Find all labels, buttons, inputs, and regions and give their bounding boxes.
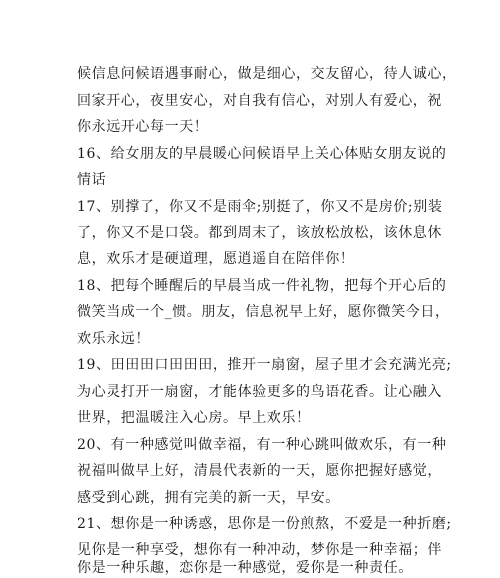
text-line: 为心灵打开一扇窗，才能体验更多的鸟语花香。让心融入 — [77, 384, 442, 400]
text-line: 17、别撑了，你又不是雨伞;别挺了，你又不是房价;别装 — [77, 199, 443, 215]
text-line: 16、给女朋友的早晨暖心问候语早上关心体贴女朋友说的 — [77, 146, 447, 162]
text-line: 感受到心跳，拥有完美的新一天，早安。 — [77, 490, 340, 506]
text-line: 20、有一种感觉叫做幸福，有一种心跳叫做欢乐，有一种 — [77, 437, 447, 453]
text-line: 微笑当成一个_惯。朋友，信息祝早上好，愿你微笑今日， — [77, 304, 450, 320]
text-line: 情话 — [77, 172, 107, 188]
text-line: 见你是一种享受，想你有一种冲动，梦你是一种幸福；伴 — [77, 542, 442, 558]
text-line: 回家开心，夜里安心，对自我有信心，对别人有爱心，祝 — [77, 93, 442, 109]
text-line: 21、想你是一种诱惑，思你是一份煎熬，不爱是一种折磨; — [77, 516, 452, 532]
text-line: 18、把每个睡醒后的早晨当成一件礼物，把每个开心后的 — [77, 278, 447, 294]
text-line: 息，欢乐才是硬道理，愿逍遥自在陪伴你！ — [77, 251, 355, 267]
text-line: 候信息问候语遇事耐心，做是细心，交友留心，待人诚心， — [77, 66, 457, 82]
text-line: 世界，把温暖注入心房。早上欢乐！ — [77, 410, 311, 426]
text-line: 19、田田田口田田田，推开一扇窗，屋子里才会充满光亮; — [77, 357, 452, 373]
text-line: 欢乐永远！ — [77, 331, 150, 347]
text-line-partial: 你是一种乐趣，恋你是一种感觉，爱你是一种责任。 — [77, 560, 413, 576]
text-line: 祝福叫做早上好，清晨代表新的一天，愿你把握好感觉， — [77, 463, 442, 479]
text-line: 你永远开心每一天！ — [77, 119, 209, 135]
text-line: 了，你又不是口袋。都到周末了，该放松放松，该休息休 — [77, 225, 442, 241]
